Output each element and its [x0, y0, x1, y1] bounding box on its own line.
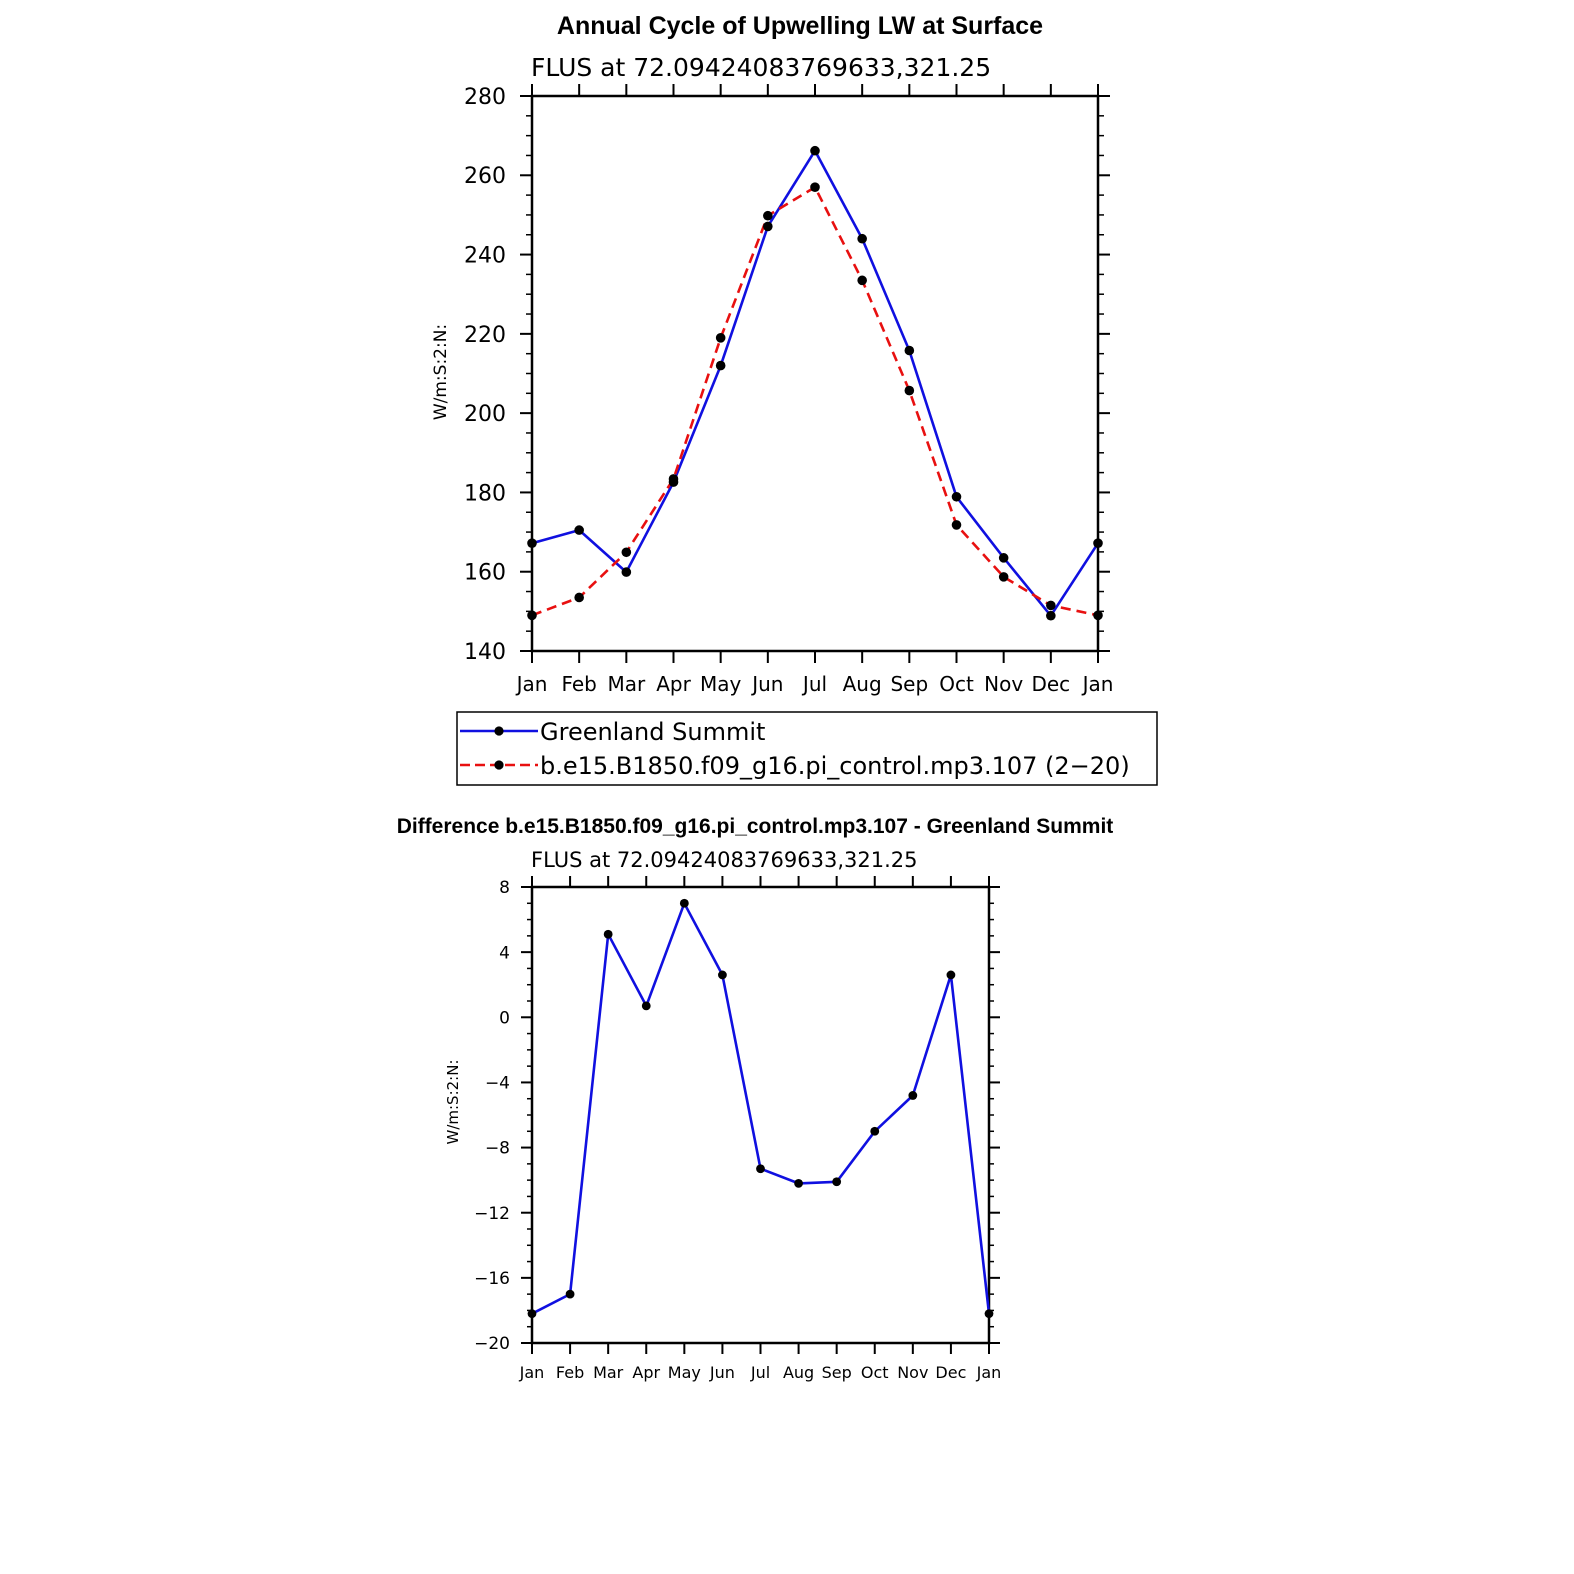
y-tick-label: 140 [464, 639, 506, 665]
data-point [794, 1179, 803, 1188]
x-tick-label: Oct [860, 1363, 889, 1382]
x-tick-label: Oct [939, 672, 974, 696]
x-tick-label: Aug [782, 1363, 815, 1382]
chart-title: Difference b.e15.B1850.f09_g16.pi_control.mp3.107 - Greenland Summit [396, 815, 1114, 838]
y-tick-label: 280 [464, 84, 506, 110]
x-tick-label: Dec [1031, 672, 1071, 696]
x-tick-label: Jul [750, 1363, 771, 1382]
y-tick-label: 220 [464, 322, 506, 348]
data-point [718, 971, 727, 980]
x-tick-label: Jan [519, 1363, 545, 1382]
data-point [1046, 611, 1056, 621]
y-tick-label: 260 [464, 164, 506, 190]
legend-marker-obs [494, 726, 503, 735]
data-point [999, 553, 1009, 563]
y-tick-label: 4 [499, 943, 510, 964]
y-tick-label: 8 [499, 878, 510, 899]
data-point [756, 1164, 765, 1173]
data-point [763, 222, 773, 232]
data-point [716, 333, 726, 343]
x-tick-label: Jan [976, 1363, 1002, 1382]
data-point [947, 971, 956, 980]
y-tick-label: 0 [499, 1008, 510, 1029]
y-tick-label: −20 [474, 1334, 510, 1355]
chart-title: Annual Cycle of Upwelling LW at Surface [556, 12, 1044, 40]
y-tick-label: −12 [474, 1203, 510, 1224]
x-tick-label: Feb [555, 1363, 585, 1382]
data-point [642, 1001, 651, 1010]
x-tick-label: Jan [1082, 672, 1114, 696]
x-tick-label: Apr [632, 1363, 661, 1382]
x-tick-label: May [699, 672, 742, 696]
y-tick-label: −4 [484, 1073, 510, 1094]
x-tick-label: Mar [593, 1363, 624, 1382]
data-point [857, 234, 867, 244]
x-tick-label: Jul [802, 672, 828, 696]
x-tick-label: Aug [842, 672, 882, 696]
data-point [810, 182, 820, 192]
legend-label-model: b.e15.B1850.f09_g16.pi_control.mp3.107 (2−20) [540, 752, 1130, 780]
x-tick-label: Sep [890, 672, 929, 696]
data-point [622, 547, 632, 557]
x-tick-label: Feb [561, 672, 597, 696]
data-point [763, 211, 773, 221]
y-tick-label: 180 [464, 481, 506, 507]
x-tick-label: Sep [821, 1363, 852, 1382]
data-point [604, 930, 613, 939]
data-point [528, 1309, 537, 1318]
data-point [999, 572, 1009, 582]
data-point [952, 492, 962, 502]
x-tick-label: Nov [984, 672, 1024, 696]
x-tick-label: Jun [709, 1363, 735, 1382]
data-point [810, 146, 820, 156]
data-point [985, 1309, 994, 1318]
data-point [680, 899, 689, 908]
data-point [857, 276, 867, 286]
y-tick-label: 200 [464, 402, 506, 428]
data-point [716, 361, 726, 371]
y-axis-label: W/m:S:2:N: [444, 1059, 462, 1145]
x-tick-label: Jan [516, 672, 548, 696]
y-tick-label: −16 [474, 1268, 510, 1289]
data-point [622, 567, 632, 577]
data-point [669, 474, 679, 484]
legend-label-obs: Greenland Summit [540, 718, 766, 746]
legend-marker-model [494, 760, 503, 769]
data-point [905, 346, 915, 356]
data-point [527, 538, 537, 548]
y-tick-label: −8 [484, 1138, 510, 1159]
y-tick-label: 240 [464, 243, 506, 269]
data-point [905, 386, 915, 396]
data-point [870, 1127, 879, 1136]
chart-subtitle: FLUS at 72.09424083769633,321.25 [531, 848, 918, 872]
y-tick-label: 160 [464, 560, 506, 586]
x-tick-label: Nov [897, 1363, 929, 1382]
x-tick-label: Jun [752, 672, 784, 696]
x-tick-label: May [667, 1363, 701, 1382]
data-point [574, 525, 584, 535]
data-point [1093, 538, 1103, 548]
data-point [1093, 611, 1103, 621]
data-point [566, 1290, 575, 1299]
data-point [1046, 601, 1056, 611]
data-point [952, 520, 962, 530]
data-point [574, 593, 584, 603]
x-tick-label: Apr [656, 672, 691, 696]
chart-subtitle: FLUS at 72.09424083769633,321.25 [531, 53, 992, 82]
data-point [908, 1091, 917, 1100]
x-tick-label: Mar [607, 672, 646, 696]
data-point [527, 611, 537, 621]
legend [457, 712, 1157, 785]
data-point [832, 1177, 841, 1186]
x-tick-label: Dec [935, 1363, 967, 1382]
y-axis-label: W/m:S:2:N: [431, 323, 451, 421]
